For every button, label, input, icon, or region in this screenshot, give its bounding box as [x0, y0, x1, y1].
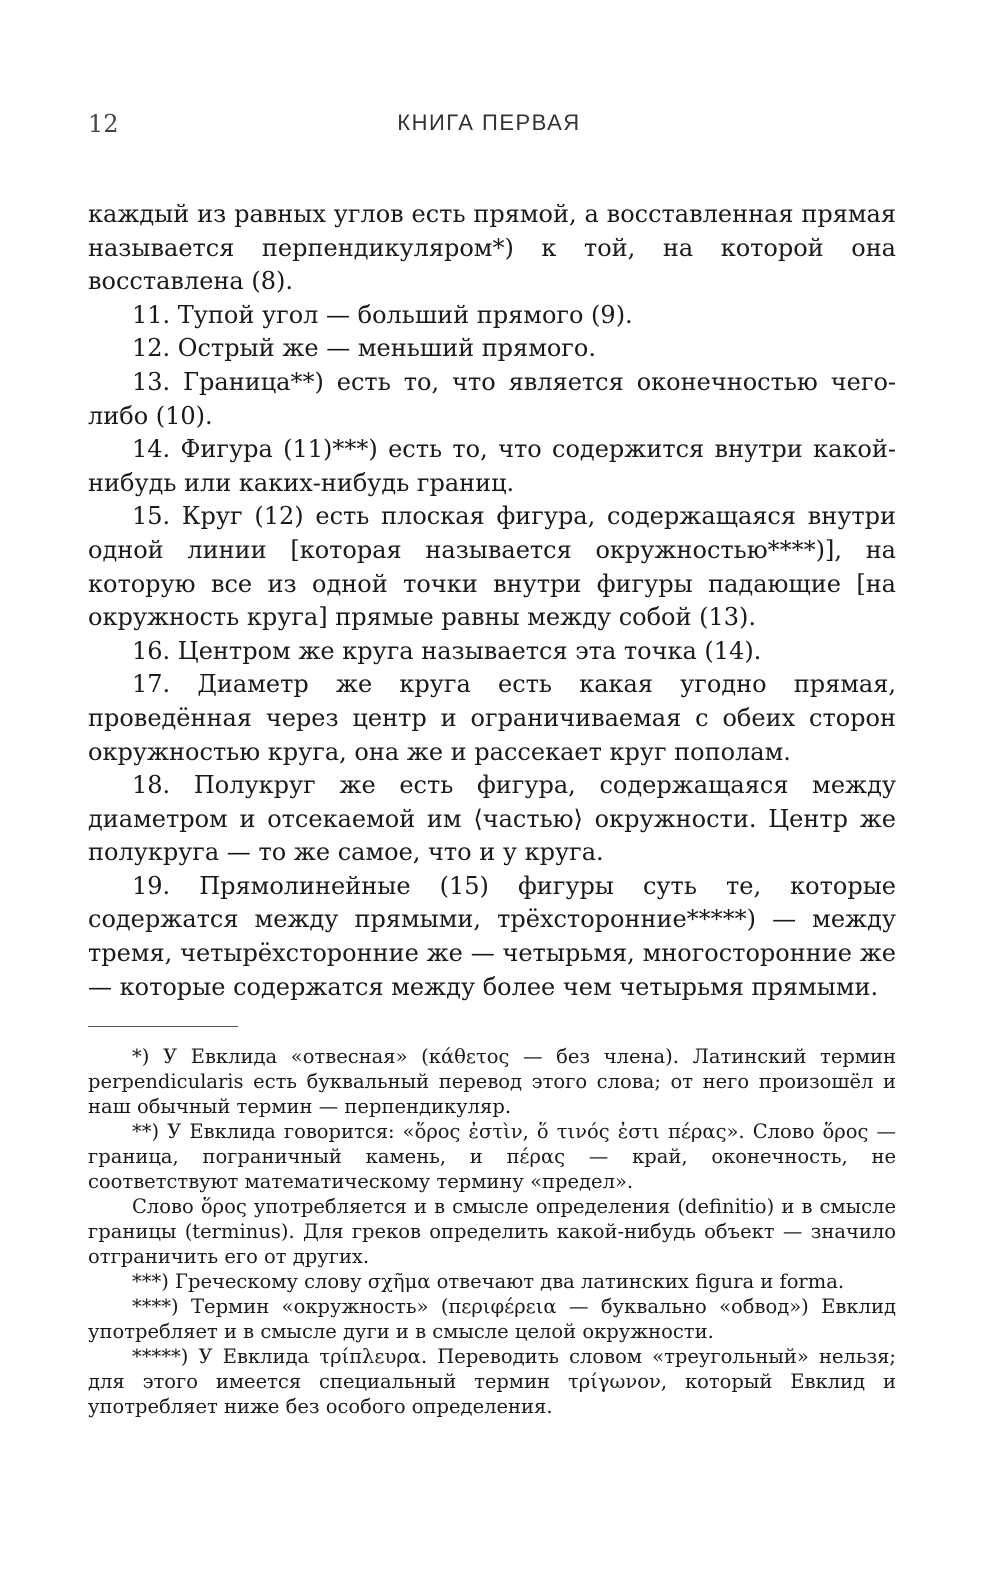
- definition-12: 12. Острый же — меньший прямого.: [132, 334, 596, 363]
- footnote-4: ****) Термин «окружность» (περιφέρεια — буквально «обвод») Евклид употребляет и в смысле дуги и в смысле целой окружности.: [88, 1295, 896, 1343]
- running-title: КНИГА ПЕРВАЯ: [397, 110, 581, 135]
- paragraph-continuation: каждый из равных углов есть прямой, а восставленная прямая называется перпендикуляром*) к той, на которой она восставлена (8).: [88, 200, 896, 296]
- footnote-1: *) У Евклида «отвесная» (κάθετος — без члена). Латинский термин perpendicularis есть буквальный перевод этого слова; от него произошёл и наш обычный термин — перпендикуляр.: [88, 1045, 896, 1118]
- definition-19: 19. Прямолинейные (15) фигуры суть те, которые содержатся между прямыми, трёхсторонние*****) — между тремя, четырёхсторонние же — четырьмя, многосторонние же — которые содержатся между более чем четырьмя прямыми.: [88, 871, 896, 1001]
- definition-11: 11. Тупой угол — больший прямого (9).: [132, 300, 633, 329]
- definition-18: 18. Полукруг же есть фигура, содержащаяся между диаметром и отсекаемой им ⟨частью⟩ окружности. Центр же полукруга — то же самое, что и у круга.: [88, 771, 896, 867]
- page-number: 12: [88, 110, 119, 138]
- footnote-2-continued: Слово ὅρος употребляется и в смысле определения (definitio) и в смысле границы (terminus). Для греков определить какой-нибудь объект — значило отграничить его от других.: [88, 1195, 896, 1268]
- definition-13: 13. Граница**) есть то, что является оконечностью чего-либо (10).: [88, 367, 896, 430]
- definition-15: 15. Круг (12) есть плоская фигура, содержащаяся внутри одной линии [которая называется окружностью****)], на которую все из одной точки внутри фигуры падающие [на окружность круга] прямые равны между собой (13).: [88, 502, 896, 632]
- main-text: [88, 198, 896, 1004]
- definition-17: 17. Диаметр же круга есть какая угодно прямая, проведённая через центр и ограничиваемая с обеих сторон окружностью круга, она же и рассекает круг пополам.: [88, 670, 896, 766]
- definition-14: 14. Фигура (11)***) есть то, что содержится внутри какой-нибудь или каких-нибудь границ.: [88, 435, 896, 497]
- page-header: [88, 110, 890, 146]
- footnote-divider: [88, 1026, 238, 1027]
- footnotes: [88, 1044, 896, 1419]
- definition-16: 16. Центром же круга называется эта точка (14).: [132, 636, 762, 665]
- footnote-5: *****) У Евклида τρίπλευρα. Переводить словом «треугольный» нельзя; для этого имеется специальный термин τρίγωνον, который Евклид и употребляет ниже без особого определения.: [88, 1345, 896, 1418]
- footnote-2: **) У Евклида говорится: «ὅρος ἐστὶν, ὅ τινός ἐστι πέρας». Слово ὅρος — граница, пограничный камень, и πέρας — край, оконечность, не соответствуют математическому термину «предел».: [88, 1120, 896, 1193]
- footnote-3: ***) Греческому слову σχῆμα отвечают два латинских figura и forma.: [132, 1270, 845, 1293]
